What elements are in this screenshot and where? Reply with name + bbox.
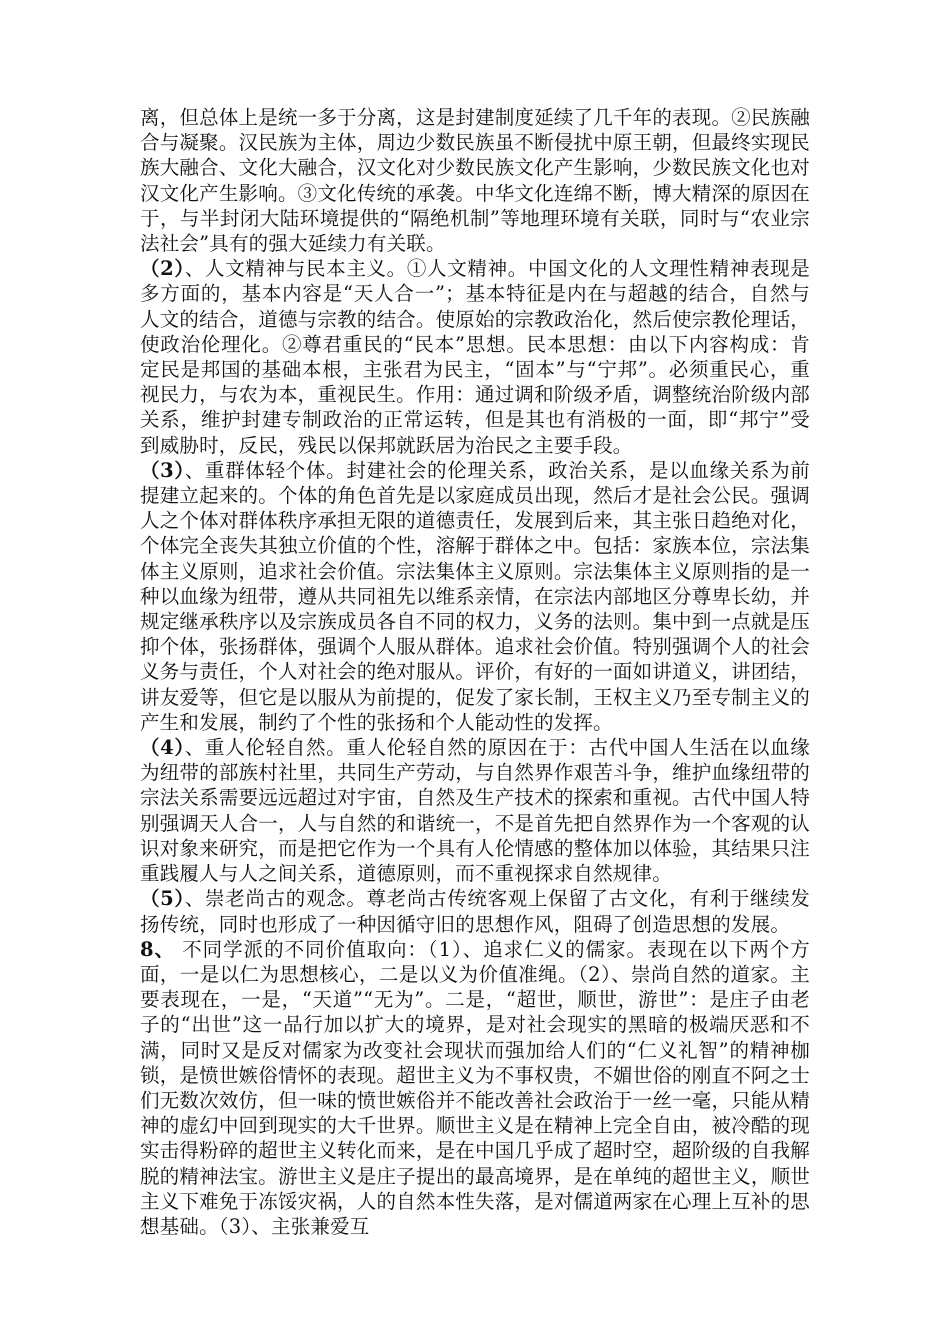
section-number: （5） <box>140 887 185 911</box>
document-body <box>140 105 810 1239</box>
paragraph-collectivism <box>140 458 810 735</box>
paragraph-humanism <box>140 256 810 458</box>
section-number: 8、 <box>140 937 176 961</box>
paragraph-human-relations <box>140 735 810 886</box>
paragraph-schools-values <box>140 937 810 1239</box>
paragraph-reverence-for-ancients <box>140 886 810 936</box>
section-number: （4） <box>140 736 185 760</box>
paragraph-text: 不同学派的不同价值取向：（1）、追求仁义的儒家。表现在以下两个方面，一是以仁为思想核心，二是以义为价值准绳。（2）、崇尚自然的道家。主要表现在，一是，“天道”“无为”。二是，“超世，顺世，游世”：是庄子由老子的“出世”这一品行加以扩大的境界，是对社会现实的黑暗的极端厌恶和不满，同时又是反对儒家为改变社会现状而强加给人们的“仁义礼智”的精神枷锁，是愤世嫉俗情怀的表现。超世主义为不事权贵，不媚世俗的刚直不阿之士们无数次效仿，但一味的愤世嫉俗并不能改善社会政治于一丝一毫，只能从精神的虚幻中回到现实的大千世界。顺世主义是在精神上完全自由，被冷酷的现实击得粉碎的超世主义转化而来，是在中国几乎成了超时空，超阶级的自我解脱的精神法宝。游世主义是庄子提出的最高境界，是在单纯的超世主义，顺世主义下难免于冻馁灾祸，人的自然本性失落，是对儒道两家在心理上互补的思想基础。（3）、主张兼爱互 <box>140 937 811 1238</box>
paragraph-text: 离，但总体上是统一多于分离，这是封建制度延续了几千年的表现。②民族融合与凝聚。汉民族为主体，周边少数民族虽不断侵扰中原王朝，但最终实现民族大融合、文化大融合，汉文化对少数民族文化产生影响，少数民族文化也对汉文化产生影响。③文化传统的承袭。中华文化连绵不断，博大精深的原因在于，与半封闭大陆环境提供的“隔绝机制”等地理环境有关联，同时与“农业宗法社会”具有的强大延续力有关联。 <box>140 106 810 256</box>
section-number: （2） <box>140 257 185 281</box>
paragraph-text: 、人文精神与民本主义。①人文精神。中国文化的人文理性精神表现是多方面的，基本内容是“天人合一”；基本特征是内在与超越的结合，自然与人文的结合，道德与宗教的结合。使原始的宗教政治化，然后使宗教伦理话，使政治伦理化。②尊君重民的“民本”思想。民本思想：由以下内容构成：肯定民是邦国的基础本根，主张君为民主，“固本”与“宁邦”。必须重民心，重视民力，与农为本，重视民生。作用：通过调和阶级矛盾，调整统治阶级内部关系，维护封建专制政治的正常运转，但是其也有消极的一面，即“邦宁”受到威胁时，反民，残民以保邦就跃居为治民之主要手段。 <box>140 257 811 457</box>
paragraph-continuation <box>140 105 810 256</box>
paragraph-text: 、重群体轻个体。封建社会的伦理关系，政治关系，是以血缘关系为前提建立起来的。个体的角色首先是以家庭成员出现，然后才是社会公民。强调人之个体对群体秩序承担无限的道德责任，发展到后来，其主张日趋绝对化，个体完全丧失其独立价值的个性，溶解于群体之中。包括：家族本位，宗法集体主义原则，追求社会价值。宗法集体主义原则。宗法集体主义原则指的是一种以血缘为纽带，遵从共同祖先以维系亲情，在宗法内部地区分尊卑长幼，并规定继承秩序以及宗族成员各自不同的权力，义务的法则。集中到一点就是压抑个体，张扬群体，强调个人服从群体。追求社会价值。特别强调个人的社会义务与责任，个人对社会的绝对服从。评价，有好的一面如讲道义，讲团结，讲友爱等，但它是以服从为前提的，促发了家长制，王权主义乃至专制主义的产生和发展，制约了个性的张扬和个人能动性的发挥。 <box>140 458 811 734</box>
paragraph-text: 、崇老尚古的观念。尊老尚古传统客观上保留了古文化，有利于继续发扬传统，同时也形成了一种因循守旧的思想作风，阻碍了创造思想的发展。 <box>140 887 811 936</box>
section-number: （3） <box>140 458 185 482</box>
paragraph-text: 、重人伦轻自然。重人伦轻自然的原因在于：古代中国人生活在以血缘为纽带的部族村社里，共同生产劳动，与自然界作艰苦斗争，维护血缘纽带的宗法关系需要远远超过对宇宙，自然及生产技术的探索和重视。古代中国人特别强调天人合一，人与自然的和谐统一，不是首先把自然界作为一个客观的认识对象来研究，而是把它作为一个具有人伦情感的整体加以体验，其结果只注重践履人与人之间关系，道德原则，而不重视探求自然规律。 <box>140 736 811 886</box>
